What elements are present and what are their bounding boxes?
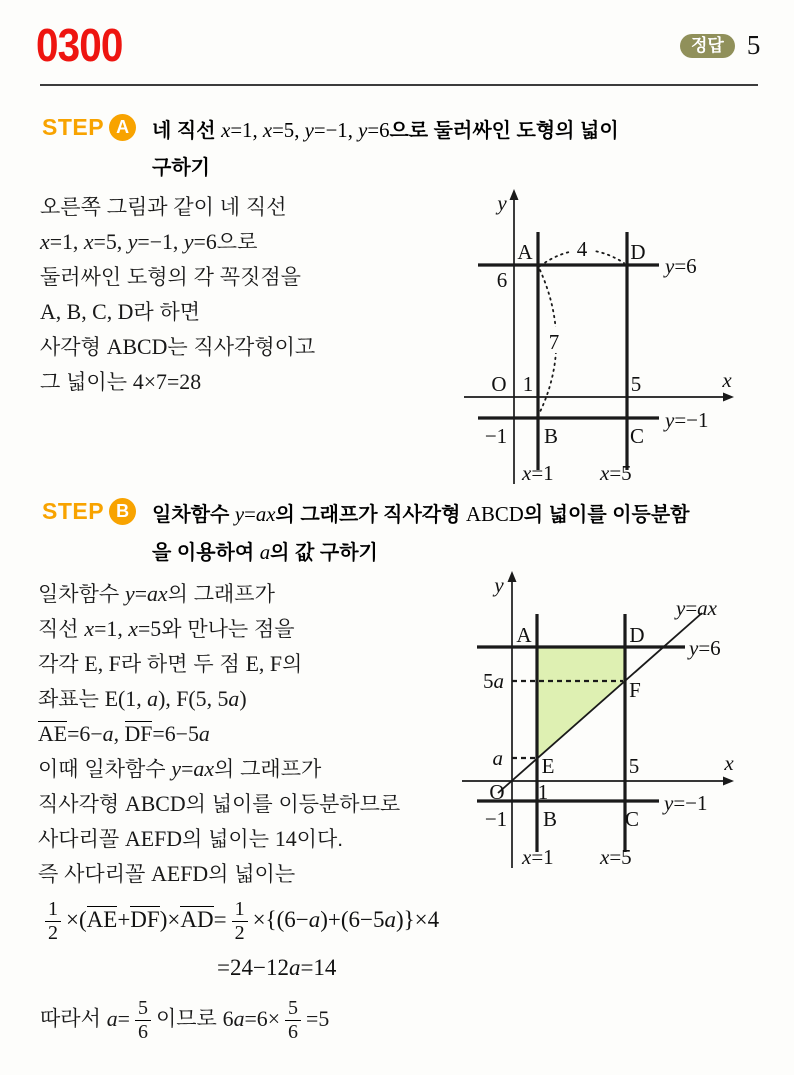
diagram-rectangle-abcd [440,186,794,486]
formula-line1: $\frac{1}{2}$ ×(AE+DF)×AD= $\frac{1}{2}$ ×{(6−a)+(6−5a)}×4 [40,898,760,945]
answer-badge: 정답 [680,34,735,58]
point-f-label: F [629,678,641,702]
step-a-title-line1: 네 직선 x=1, x=5, y=−1, y=6으로 둘러싸인 도형의 넓이 [152,119,619,142]
area-formula-block [40,898,760,1044]
text-line: 각각 E, F라 하면 두 점 E, F의 [38,652,303,676]
text-line: 사다리꼴 AEFD의 넓이는 14이다. [38,827,344,851]
height-measure-label: 7 [548,330,560,354]
text-line: 오른쪽 그림과 같이 네 직선 [40,196,287,219]
diagram2-labels [483,573,734,869]
x-axis-label: x [722,368,732,392]
step-a-tag [42,114,136,141]
point-c-label: C [629,424,645,448]
origin-label: O [489,780,505,804]
step-b-letter-badge: B [109,498,136,525]
step-a-explanation [40,190,315,400]
y-axis-arrow-icon [510,189,519,200]
line-y6-label: y=6 [665,254,697,278]
text-line: AE=6−a, DF=6−5a [38,722,210,746]
y-axis-arrow-icon [508,571,517,582]
y-axis-label: y [494,573,504,597]
step-a-label: STEP [42,114,105,140]
x-axis-arrow-icon [723,393,734,402]
tick-1-label: 1 [537,780,549,804]
tick-5a-label: 5a [483,669,504,693]
step-b-label: STEP [42,498,105,524]
text-line: 둘러싸인 도형의 각 꼭짓점을 [40,266,301,289]
point-a-label: A [517,240,533,264]
text-line: 즉 사다리꼴 AEFD의 넓이는 [38,862,296,886]
text-line: 직선 x=1, x=5와 만나는 점을 [38,617,295,641]
text-line: 이때 일차함수 y=ax의 그래프가 [38,757,322,781]
point-a-label: A [516,623,532,647]
point-e-label: E [541,754,555,778]
origin-label: O [491,372,507,396]
line-x1-label: x=1 [522,845,554,869]
diagram-trapezoid-aefd [440,568,794,878]
point-b-label: B [542,807,558,831]
text-line: 직사각형 ABCD의 넓이를 이등분하므로 [38,792,401,816]
diagram1-labels [485,191,733,485]
answer-area [680,30,760,61]
tick-6-label: 6 [496,268,508,292]
line-x5-label: x=5 [600,845,632,869]
step-b-explanation [38,577,400,892]
line-yneg1-label: y=−1 [664,791,708,815]
formula-conclusion: 따라서 a= $\frac{5}{6}$ 이므로 6a=6× $\frac{5}{6}$ =5 [40,997,330,1043]
point-d-label: D [630,240,646,264]
text-line: 일차함수 y=ax의 그래프가 [38,582,275,606]
line-x1-label: x=1 [522,461,554,485]
x-axis-label: x [724,751,734,775]
point-d-label: D [629,623,645,647]
text-line: 좌표는 E(1, a), F(5, 5a) [38,687,247,711]
line-yneg1-label: y=−1 [665,408,709,432]
tick-5-label: 5 [628,754,640,778]
step-b-title-line1: 일차함수 y=ax의 그래프가 직사각형 ABCD의 넓이를 이등분함 [152,503,690,526]
tick-neg1-label: −1 [484,424,508,448]
tick-neg1-label: −1 [484,807,508,831]
diagram1-svg [440,186,794,486]
width-measure-label: 4 [576,237,588,261]
line-x5-label: x=5 [600,461,632,485]
step-b-tag [42,498,136,525]
step-a-title [152,112,619,187]
point-b-label: B [543,424,559,448]
text-line: 사각형 ABCD는 직사각형이고 [40,335,316,359]
line-y6-label: y=6 [689,636,721,660]
line-yax-label: y=ax [676,596,717,620]
formula-line2: =24−12a=14 [217,955,337,980]
shaded-trapezoid-aefd [537,647,625,758]
step-a-letter-badge: A [109,114,136,141]
problem-number: 0300 [36,19,123,71]
tick-1-label: 1 [522,372,534,396]
step-a-title-line2: 구하기 [152,157,210,179]
text-line: x=1, x=5, y=−1, y=6으로 [40,230,258,254]
y-axis-label: y [497,191,507,215]
tick-a-label: a [492,746,503,770]
text-line: 그 넓이는 4×7=28 [40,370,202,394]
step-b-title-line2: 을 이용하여 a의 값 구하기 [152,541,378,564]
step-b-title [152,496,689,572]
point-c-label: C [624,807,640,831]
diagram2-svg [440,568,794,878]
tick-5-label: 5 [630,372,642,396]
header-divider [40,84,758,86]
answer-value: 5 [746,30,761,60]
x-axis-arrow-icon [723,777,734,786]
text-line: A, B, C, D라 하면 [40,300,201,324]
